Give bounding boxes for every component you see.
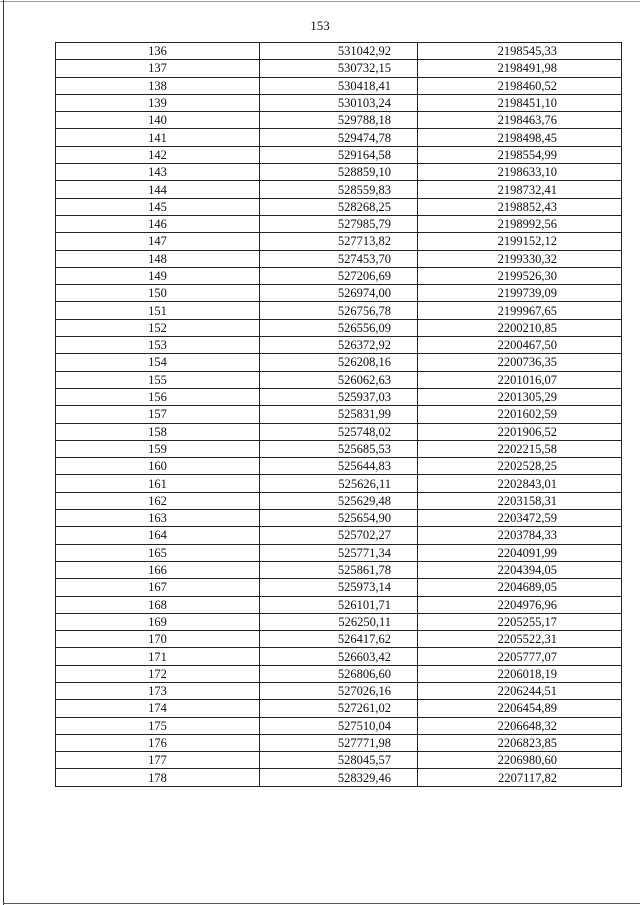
y-coordinate-cell: 2201016,07: [418, 371, 622, 388]
point-number-cell: 138: [56, 77, 260, 94]
table-row: [56, 233, 622, 250]
point-number-cell: 165: [56, 544, 260, 561]
point-number-cell: 171: [56, 648, 260, 665]
y-coordinate-cell: 2198852,43: [418, 198, 622, 215]
y-coordinate-cell: 2198460,52: [418, 77, 622, 94]
x-coordinate-cell: 525629,48: [260, 492, 418, 509]
y-coordinate-cell: 2206454,89: [418, 700, 622, 717]
y-coordinate-cell: 2198732,41: [418, 181, 622, 198]
y-coordinate-cell: 2207117,82: [418, 769, 622, 786]
point-number-cell: 168: [56, 596, 260, 613]
point-number-cell: 154: [56, 354, 260, 371]
x-coordinate-cell: 529474,78: [260, 129, 418, 146]
x-coordinate-cell: 525861,78: [260, 561, 418, 578]
point-number-cell: 147: [56, 233, 260, 250]
point-number-cell: 159: [56, 440, 260, 457]
y-coordinate-cell: 2200467,50: [418, 337, 622, 354]
table-row: [56, 648, 622, 665]
y-coordinate-cell: 2199526,30: [418, 267, 622, 284]
table-row: [56, 613, 622, 630]
x-coordinate-cell: 530103,24: [260, 94, 418, 111]
y-coordinate-cell: 2200210,85: [418, 319, 622, 336]
point-number-cell: 155: [56, 371, 260, 388]
x-coordinate-cell: 528329,46: [260, 769, 418, 786]
coordinates-table-body: [56, 43, 622, 787]
y-coordinate-cell: 2198451,10: [418, 94, 622, 111]
y-coordinate-cell: 2204394,05: [418, 561, 622, 578]
x-coordinate-cell: 527261,02: [260, 700, 418, 717]
y-coordinate-cell: 2206018,19: [418, 665, 622, 682]
x-coordinate-cell: 525626,11: [260, 475, 418, 492]
table-row: [56, 164, 622, 181]
y-coordinate-cell: 2198554,99: [418, 146, 622, 163]
table-row: [56, 112, 622, 129]
table-row: [56, 579, 622, 596]
y-coordinate-cell: 2202843,01: [418, 475, 622, 492]
y-coordinate-cell: 2204976,96: [418, 596, 622, 613]
table-row: [56, 700, 622, 717]
point-number-cell: 149: [56, 267, 260, 284]
y-coordinate-cell: 2200736,35: [418, 354, 622, 371]
y-coordinate-cell: 2203158,31: [418, 492, 622, 509]
y-coordinate-cell: 2205255,17: [418, 613, 622, 630]
x-coordinate-cell: 526417,62: [260, 631, 418, 648]
y-coordinate-cell: 2201602,59: [418, 406, 622, 423]
table-row: [56, 717, 622, 734]
point-number-cell: 136: [56, 43, 260, 60]
point-number-cell: 139: [56, 94, 260, 111]
point-number-cell: 142: [56, 146, 260, 163]
x-coordinate-cell: 527510,04: [260, 717, 418, 734]
x-coordinate-cell: 526062,63: [260, 371, 418, 388]
table-row: [56, 527, 622, 544]
x-coordinate-cell: 526603,42: [260, 648, 418, 665]
point-number-cell: 160: [56, 458, 260, 475]
table-row: [56, 215, 622, 232]
point-number-cell: 153: [56, 337, 260, 354]
table-row: [56, 423, 622, 440]
point-number-cell: 156: [56, 388, 260, 405]
x-coordinate-cell: 528045,57: [260, 752, 418, 769]
x-coordinate-cell: 527206,69: [260, 267, 418, 284]
point-number-cell: 175: [56, 717, 260, 734]
table-row: [56, 198, 622, 215]
point-number-cell: 170: [56, 631, 260, 648]
y-coordinate-cell: 2206244,51: [418, 682, 622, 699]
point-number-cell: 176: [56, 734, 260, 751]
table-row: [56, 319, 622, 336]
y-coordinate-cell: 2206648,32: [418, 717, 622, 734]
point-number-cell: 148: [56, 250, 260, 267]
point-number-cell: 151: [56, 302, 260, 319]
point-number-cell: 167: [56, 579, 260, 596]
x-coordinate-cell: 529788,18: [260, 112, 418, 129]
table-row: [56, 440, 622, 457]
x-coordinate-cell: 526372,92: [260, 337, 418, 354]
coordinates-table: [55, 42, 622, 787]
table-row: [56, 769, 622, 786]
x-coordinate-cell: 525771,34: [260, 544, 418, 561]
x-coordinate-cell: 528859,10: [260, 164, 418, 181]
page-top-edge: [0, 1, 640, 2]
y-coordinate-cell: 2201305,29: [418, 388, 622, 405]
x-coordinate-cell: 526101,71: [260, 596, 418, 613]
x-coordinate-cell: 526806,60: [260, 665, 418, 682]
x-coordinate-cell: 527453,70: [260, 250, 418, 267]
table-row: [56, 458, 622, 475]
table-row: [56, 43, 622, 60]
y-coordinate-cell: 2199152,12: [418, 233, 622, 250]
table-row: [56, 631, 622, 648]
table-row: [56, 388, 622, 405]
point-number-cell: 177: [56, 752, 260, 769]
x-coordinate-cell: 525748,02: [260, 423, 418, 440]
table-row: [56, 561, 622, 578]
table-row: [56, 665, 622, 682]
y-coordinate-cell: 2206823,85: [418, 734, 622, 751]
point-number-cell: 144: [56, 181, 260, 198]
x-coordinate-cell: 527985,79: [260, 215, 418, 232]
x-coordinate-cell: 530732,15: [260, 60, 418, 77]
y-coordinate-cell: 2206980,60: [418, 752, 622, 769]
point-number-cell: 145: [56, 198, 260, 215]
table-row: [56, 60, 622, 77]
table-row: [56, 492, 622, 509]
point-number-cell: 178: [56, 769, 260, 786]
y-coordinate-cell: 2204091,99: [418, 544, 622, 561]
point-number-cell: 146: [56, 215, 260, 232]
point-number-cell: 163: [56, 510, 260, 527]
x-coordinate-cell: 525644,83: [260, 458, 418, 475]
point-number-cell: 150: [56, 285, 260, 302]
point-number-cell: 143: [56, 164, 260, 181]
point-number-cell: 161: [56, 475, 260, 492]
x-coordinate-cell: 525973,14: [260, 579, 418, 596]
page-bottom-edge: [3, 903, 640, 904]
x-coordinate-cell: 526974,00: [260, 285, 418, 302]
point-number-cell: 166: [56, 561, 260, 578]
y-coordinate-cell: 2204689,05: [418, 579, 622, 596]
x-coordinate-cell: 530418,41: [260, 77, 418, 94]
table-row: [56, 337, 622, 354]
point-number-cell: 164: [56, 527, 260, 544]
table-row: [56, 94, 622, 111]
x-coordinate-cell: 526756,78: [260, 302, 418, 319]
x-coordinate-cell: 525654,90: [260, 510, 418, 527]
page-left-edge: [3, 0, 4, 905]
x-coordinate-cell: 526556,09: [260, 319, 418, 336]
point-number-cell: 162: [56, 492, 260, 509]
x-coordinate-cell: 525685,53: [260, 440, 418, 457]
point-number-cell: 140: [56, 112, 260, 129]
table-row: [56, 752, 622, 769]
table-row: [56, 734, 622, 751]
point-number-cell: 169: [56, 613, 260, 630]
point-number-cell: 158: [56, 423, 260, 440]
x-coordinate-cell: 525831,99: [260, 406, 418, 423]
x-coordinate-cell: 531042,92: [260, 43, 418, 60]
x-coordinate-cell: 529164,58: [260, 146, 418, 163]
table-row: [56, 596, 622, 613]
y-coordinate-cell: 2199967,65: [418, 302, 622, 319]
y-coordinate-cell: 2203784,33: [418, 527, 622, 544]
table-row: [56, 129, 622, 146]
table-row: [56, 181, 622, 198]
x-coordinate-cell: 525937,03: [260, 388, 418, 405]
y-coordinate-cell: 2203472,59: [418, 510, 622, 527]
table-row: [56, 475, 622, 492]
table-row: [56, 371, 622, 388]
point-number-cell: 173: [56, 682, 260, 699]
table-row: [56, 146, 622, 163]
y-coordinate-cell: 2201906,52: [418, 423, 622, 440]
x-coordinate-cell: 528559,83: [260, 181, 418, 198]
x-coordinate-cell: 528268,25: [260, 198, 418, 215]
y-coordinate-cell: 2198498,45: [418, 129, 622, 146]
table-row: [56, 250, 622, 267]
table-row: [56, 354, 622, 371]
point-number-cell: 172: [56, 665, 260, 682]
y-coordinate-cell: 2198491,98: [418, 60, 622, 77]
x-coordinate-cell: 527771,98: [260, 734, 418, 751]
table-row: [56, 285, 622, 302]
y-coordinate-cell: 2202528,25: [418, 458, 622, 475]
y-coordinate-cell: 2198463,76: [418, 112, 622, 129]
y-coordinate-cell: 2198545,33: [418, 43, 622, 60]
point-number-cell: 141: [56, 129, 260, 146]
table-row: [56, 682, 622, 699]
x-coordinate-cell: 527713,82: [260, 233, 418, 250]
x-coordinate-cell: 526250,11: [260, 613, 418, 630]
table-row: [56, 510, 622, 527]
table-row: [56, 77, 622, 94]
y-coordinate-cell: 2198992,56: [418, 215, 622, 232]
point-number-cell: 174: [56, 700, 260, 717]
y-coordinate-cell: 2205522,31: [418, 631, 622, 648]
x-coordinate-cell: 527026,16: [260, 682, 418, 699]
x-coordinate-cell: 525702,27: [260, 527, 418, 544]
y-coordinate-cell: 2205777,07: [418, 648, 622, 665]
point-number-cell: 137: [56, 60, 260, 77]
point-number-cell: 152: [56, 319, 260, 336]
y-coordinate-cell: 2199739,09: [418, 285, 622, 302]
y-coordinate-cell: 2198633,10: [418, 164, 622, 181]
table-row: [56, 302, 622, 319]
table-row: [56, 406, 622, 423]
y-coordinate-cell: 2199330,32: [418, 250, 622, 267]
table-row: [56, 267, 622, 284]
table-row: [56, 544, 622, 561]
x-coordinate-cell: 526208,16: [260, 354, 418, 371]
y-coordinate-cell: 2202215,58: [418, 440, 622, 457]
page-number: 153: [310, 18, 330, 33]
point-number-cell: 157: [56, 406, 260, 423]
